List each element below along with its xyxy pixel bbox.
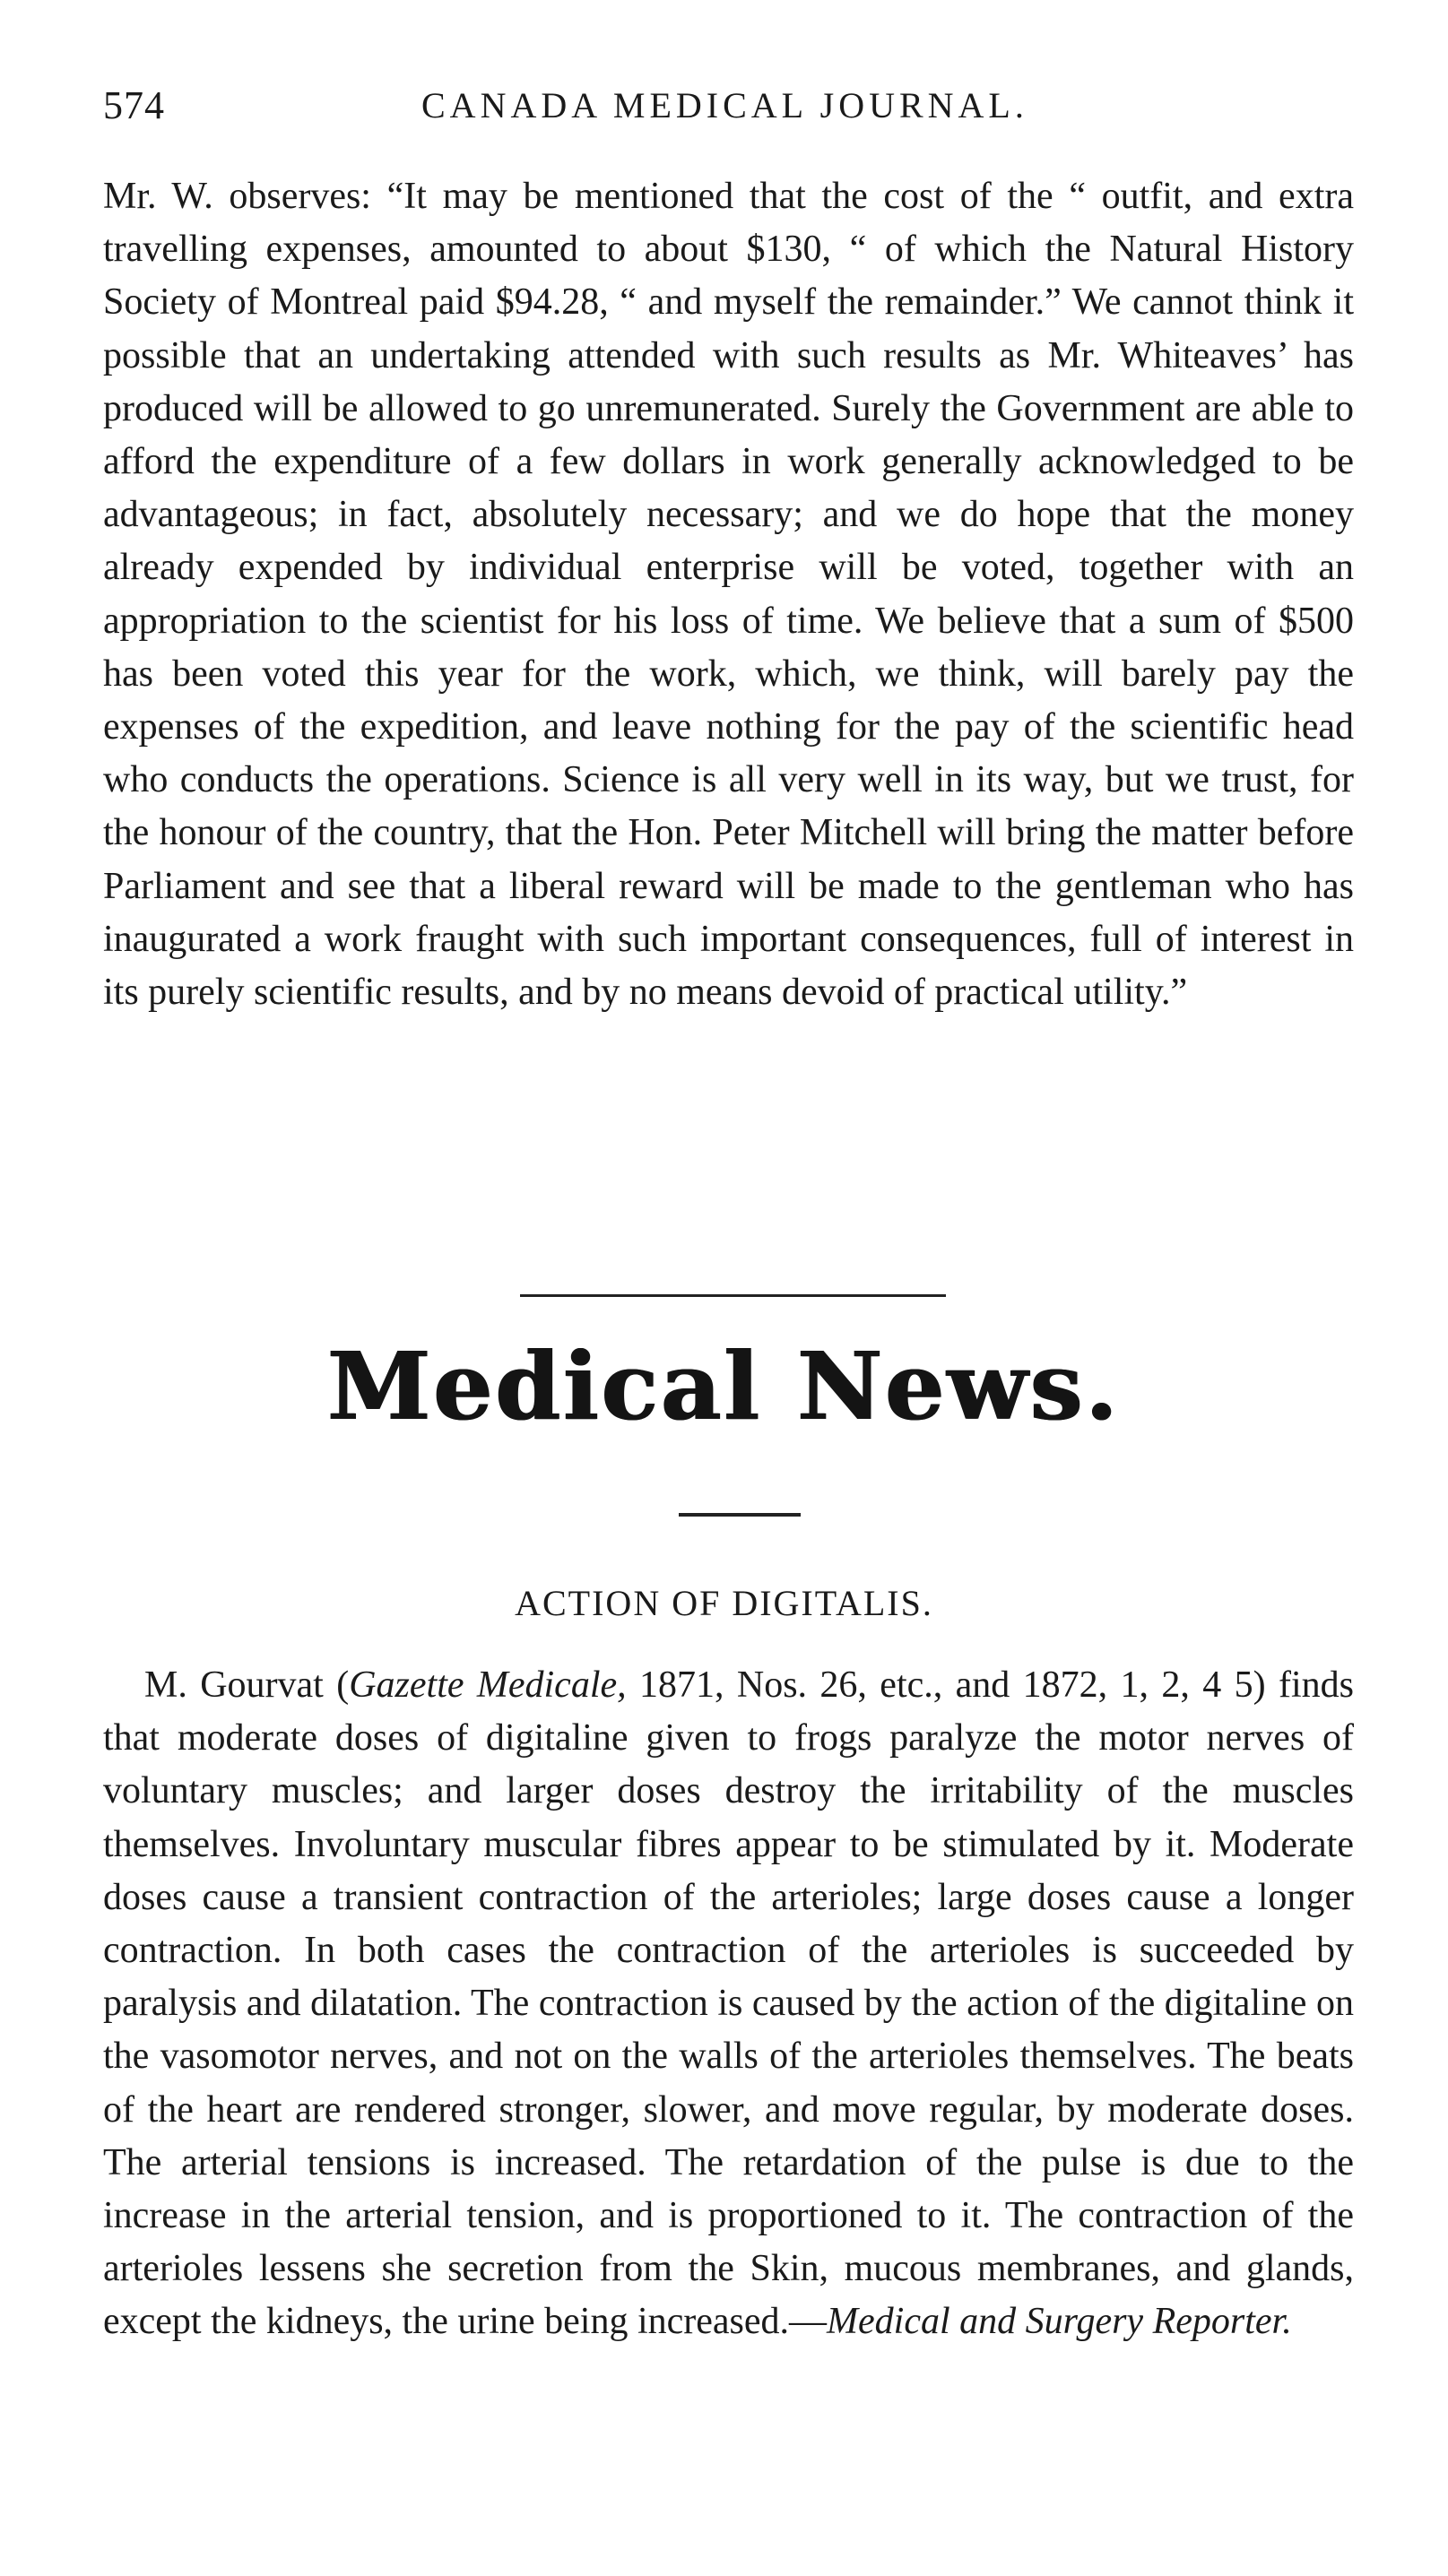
section-heading: Medical News. xyxy=(327,1331,1121,1441)
article-intro: M. Gourvat ( xyxy=(144,1664,350,1706)
article-body: 1871, Nos. 26, etc., and 1872, 1, 2, 4 5) finds that moderate doses of digitaline given to frogs paralyze the motor nerves of voluntary muscles; and larger doses destroy the irritability of the muscles themselves. Involuntary muscular fibres appear to be stimulated by it. Moderate doses cause a transient contraction of the arterioles; large doses cause a longer contraction. In both cases the contraction of the arterioles is succeeded by paralysis and dilatation. The contraction is caused by the action of the digitaline on the vasomotor nerves, and not on the walls of the arterioles themselves. The beats of the heart are rendered stronger, slower, and move regular, by moderate doses. The arterial tensions is increased. The retardation of the pulse is due to the increase in the arterial tension, and is proportioned to it. The contraction of the arterioles lessens she secretion from the Skin, mucous membranes, and glands, except the kidneys, the urine being increased. xyxy=(103,1664,1354,2343)
article-title: ACTION OF DIGITALIS. xyxy=(515,1583,933,1623)
article-text xyxy=(103,1659,1354,2349)
citation-title: Gazette Medicale, xyxy=(349,1664,627,1706)
page-number: 574 xyxy=(103,83,165,127)
editorial-text: Mr. W. observes: “It may be mentioned that the cost of the “ outfit, and extra travelling expenses, amounted to about $130, “ of which the Natural History Society of Montreal paid $94.28, “ and myself the remainder.” We cannot think it possible that an undertaking attended with such results as Mr. Whiteaves’ has produced will be allowed to go unremunerated. Surely the Government are able to afford the expenditure of a few dollars in work generally acknowledged to be advantageous; in fact, absolutely necessary; and we do hope that the money already expended by individual enterprise will be voted, together with an appropriation to the scientist for his loss of time. We believe that a sum of $500 has been voted this year for the work, which, we think, will barely pay the expenses of the expedition, and leave nothing for the pay of the scientific head who conducts the operations. Science is all very well in its way, but we trust, for the honour of the country, that the Hon. Peter Mitchell will bring the matter before Parliament and see that a liberal reward will be made to the gentleman who has inaugurated a work fraught with such important consequences, full of interest in its purely scientific results, and by no means devoid of practical utility.” xyxy=(103,176,1354,1014)
source-dash: — xyxy=(789,2301,828,2343)
editorial-paragraph xyxy=(103,170,1354,1019)
source-reference: Medical and Surgery Reporter. xyxy=(827,2301,1292,2343)
section-divider-top xyxy=(520,1294,946,1297)
article-paragraph xyxy=(103,1659,1354,2349)
section-divider-bottom xyxy=(679,1513,801,1517)
journal-title: CANADA MEDICAL JOURNAL. xyxy=(421,85,1028,125)
running-head xyxy=(103,82,1354,136)
